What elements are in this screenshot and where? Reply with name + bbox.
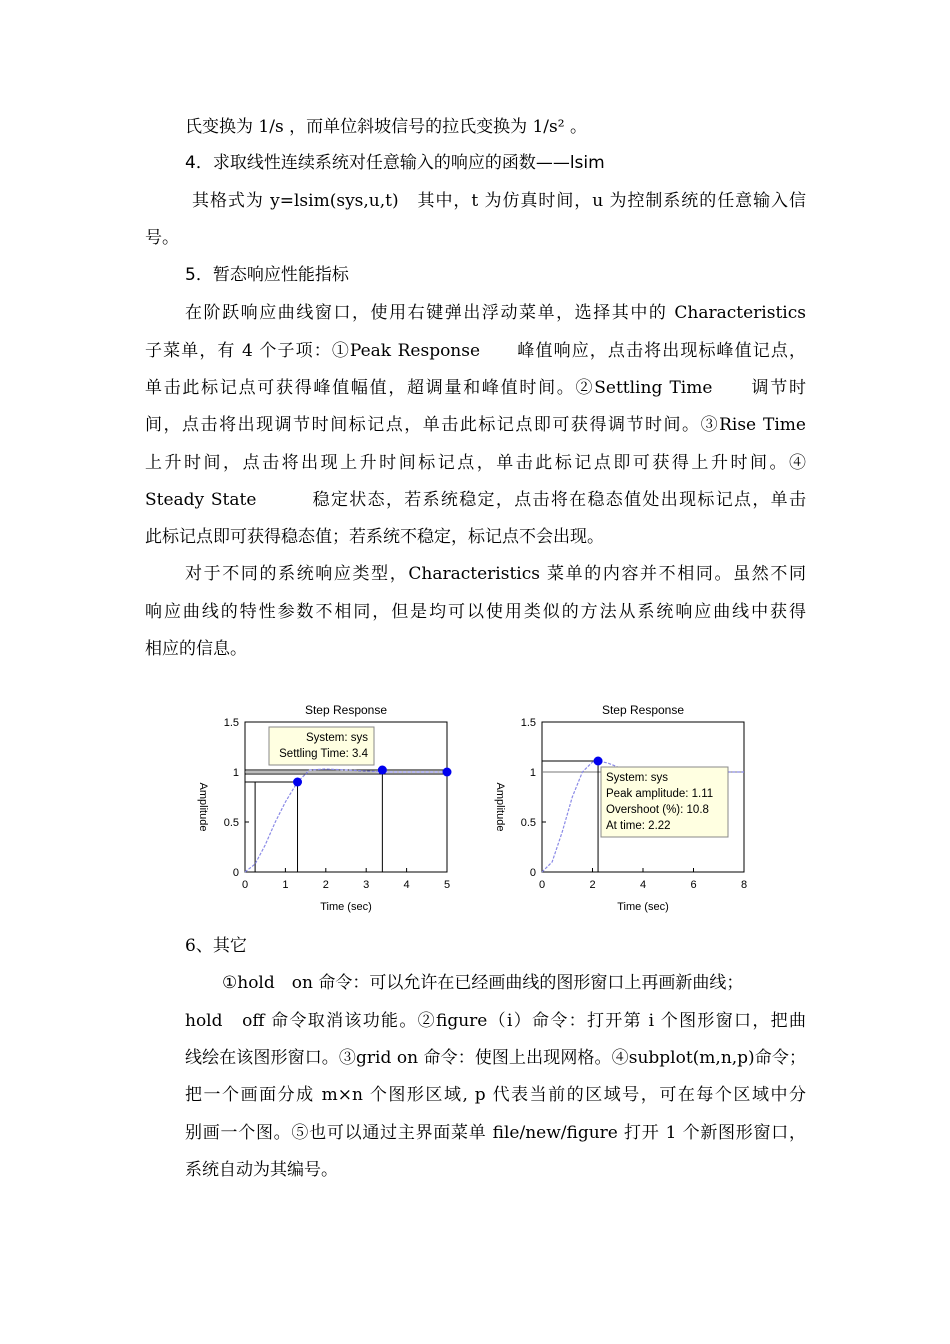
paragraph-commands-line-5: 别画一个图。⑤也可以通过主界面菜单 file/new/figure 打开 1 个新图形窗口， [185,1123,806,1143]
paragraph-lsim-line-1: 其格式为 y=lsim(sys,u,t) 其中，t 为仿真时间，u 为控制系统的任意输入信 [192,191,806,211]
chart-title: Step Response [304,703,388,717]
datatip-line: System: sys [606,772,668,784]
paragraph-laplace-line: 氏变换为 1/s ，而单位斜坡信号的拉氏变换为 1/s² 。 [185,117,587,137]
x-tick-label: 6 [690,879,697,891]
chart-title: Step Response [601,703,685,717]
data-marker [293,778,302,787]
y-tick-label: 1.5 [520,717,536,729]
data-marker [594,757,603,766]
x-tick-label: 8 [740,879,748,891]
datatip-line: Settling Time: 3.4 [279,748,368,760]
x-tick-label: 0 [538,879,546,891]
paragraph-characteristics-line-5: 上升时间，点击将出现上升时间标记点，单击此标记点即可获得上升时间。④ [145,453,806,473]
step-response-chart-peak [487,700,762,920]
x-tick-label: 2 [589,879,596,891]
paragraph-commands-line-1: ①hold on 命令：可以允许在已经画曲线的图形窗口上再画新曲线； [222,973,744,993]
x-axis-label: Time (sec) [617,901,669,913]
paragraph-characteristics-line-7: 此标记点即可获得稳态值；若系统不稳定，标记点不会出现。 [145,527,604,547]
paragraph-characteristics-line-4: 间，点击将出现调节时间标记点，单击此标记点即可获得调节时间。③Rise Time [145,415,806,435]
paragraph-commands-line-6: 系统自动为其编号。 [185,1160,338,1180]
paragraph-types-line-2: 响应曲线的特性参数不相同，但是均可以使用类似的方法从系统响应曲线中获得 [145,602,806,622]
datatip-line: Overshoot (%): 10.8 [606,804,709,816]
paragraph-types-line-1: 对于不同的系统响应类型，Characteristics 菜单的内容并不相同。虽然不同 [185,564,806,584]
data-marker [378,766,387,775]
paragraph-lsim-line-2: 号。 [145,228,179,248]
x-tick-label: 1 [282,879,289,891]
x-tick-label: 0 [241,879,249,891]
paragraph-types-line-3: 相应的信息。 [145,639,247,659]
datatip-line: Peak amplitude: 1.11 [606,788,714,800]
datatip-line: System: sys [306,732,368,744]
y-axis-label: Amplitude [494,782,506,832]
y-tick-label: 0 [232,867,239,879]
paragraph-characteristics-line-6: Steady State 稳定状态，若系统稳定，点击将在稳态值处出现标记点，单击 [145,490,806,510]
y-axis-label: Amplitude [197,782,209,832]
x-tick-label: 4 [403,879,410,891]
x-tick-label: 4 [639,879,647,891]
paragraph-commands-line-4: 把一个画面分成 m×n 个图形区域, p 代表当前的区域号，可在每个区域中分 [185,1085,806,1105]
y-tick-label: 0.5 [520,817,536,829]
paragraph-commands-line-2: hold off 命令取消该功能。②figure（i）命令：打开第 i 个图形窗口，把曲 [185,1011,806,1031]
x-tick-label: 2 [322,879,329,891]
y-tick-label: 1.5 [223,717,239,729]
y-tick-label: 1 [529,767,536,779]
x-tick-label: 5 [443,879,451,891]
paragraph-characteristics-line-3: 单击此标记点可获得峰值幅值，超调量和峰值时间。②Settling Time 调节时 [145,378,806,398]
paragraph-characteristics-line-1: 在阶跃响应曲线窗口，使用右键弹出浮动菜单，选择其中的 Characteristics [185,303,806,323]
heading-other: 6、其它 [185,936,247,956]
datatip-line: At time: 2.22 [606,820,671,832]
heading-lsim: 4．求取线性连续系统对任意输入的响应的函数——lsim [185,153,605,173]
heading-transient: 5．暂态响应性能指标 [185,265,349,285]
y-tick-label: 0.5 [223,817,239,829]
step-response-chart-settling [190,700,465,920]
y-tick-label: 1 [232,767,239,779]
paragraph-characteristics-line-2: 子菜单，有 4 个子项：①Peak Response 峰值响应，点击将出现标峰值记点， [145,341,806,361]
paragraph-commands-line-3: 线绘在该图形窗口。③grid on 命令：使图上出现网格。④subplot(m,n,p)命令； [185,1048,806,1068]
x-tick-label: 3 [363,879,370,891]
data-marker [443,768,452,777]
x-axis-label: Time (sec) [320,901,372,913]
y-tick-label: 0 [529,867,536,879]
